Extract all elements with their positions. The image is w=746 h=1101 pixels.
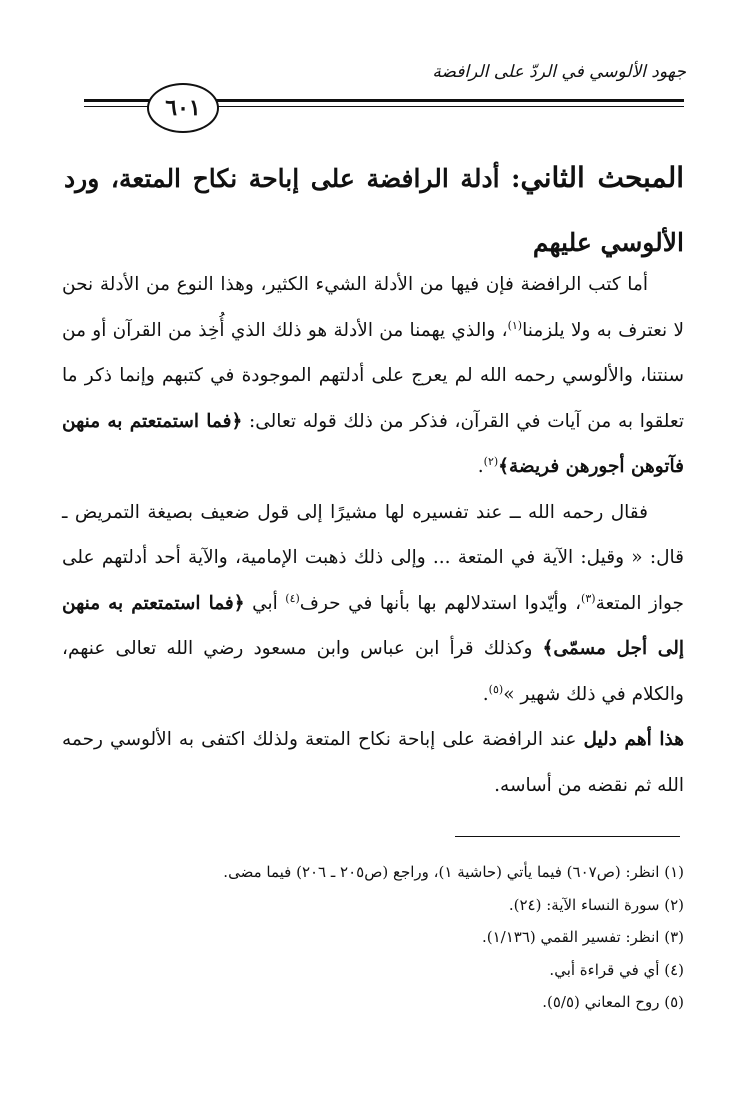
paragraph-2-text-a: فقال رحمه الله ــ عند تفسيره لها مشيرًا إلى قول ضعيف بصيغة التمريض ـ قال: « وقيل: الآية في المتعة ... وإلى ذلك ذهبت الإمامية، والآية أحد أدلتهم على جواز المتعة <box>62 501 684 614</box>
quran-quote-2: ﴿فما استمتعتم به منهن إلى أجل مسمّى﴾ <box>62 592 684 659</box>
paragraph-2 <box>62 490 684 718</box>
paragraph-2-text-c: أبي <box>244 592 286 614</box>
footnotes <box>62 856 684 1019</box>
page-number: ٦٠١ <box>147 83 219 133</box>
paragraph-1 <box>62 262 684 490</box>
body-text <box>62 262 684 808</box>
footnote-4: (٤) أي في قراءة أبي. <box>549 960 684 979</box>
footnote-1: (١) انظر: (ص٦٠٧) فيما يأتي (حاشية ١)، وراجع (ص٢٠٥ ـ ٢٠٦) فيما مضى. <box>223 863 684 881</box>
footnote-ref-3: (٣) <box>581 591 596 605</box>
paragraph-3 <box>62 717 684 808</box>
footnote-ref-1: (١) <box>507 318 523 332</box>
section-heading <box>64 146 684 275</box>
section-label: المبحث الثاني <box>520 161 685 194</box>
paragraph-1-text-b: ، والذي يهمنا من الأدلة هو ذلك الذي أُخِذ من القرآن أو من سنتنا، والألوسي رحمه الله لم يعرج على أدلتهم الموجودة في كتبهم وإنما ذكر ما تعلقوا به من آيات في القرآن، فذكر من ذلك قوله تعالى: <box>62 319 684 432</box>
paragraph-2-text-e: . <box>482 683 489 705</box>
running-head: جهود الألوسي في الردّ على الرافضة <box>432 62 686 82</box>
footnote-2: (٢) سورة النساء الآية: (٢٤). <box>508 895 684 914</box>
footnote-separator <box>455 836 680 837</box>
paragraph-2-text-d: وكذلك قرأ ابن عباس وابن مسعود رضي الله تعالى عنهم، والكلام في ذلك شهير » <box>62 638 684 705</box>
paragraph-1-text-c: . <box>477 456 484 477</box>
paragraph-2-text-b: ، وأيّدوا استدلالهم بها بأنها في حرف <box>299 592 582 614</box>
footnote-ref-5: (٥) <box>488 682 504 696</box>
quran-quote-1: ﴿فما استمتعتم به منهن فآتوهن أجورهن فريضة﴾ <box>62 410 684 477</box>
footnote-5: (٥) روح المعاني (٥/٥). <box>542 993 684 1011</box>
paragraph-3-text: عند الرافضة على إباحة نكاح المتعة ولذلك اكتفى به الألوسي رحمه الله ثم نقضه من أساسه. <box>62 729 684 796</box>
paragraph-3-lead: هذا أهم دليل <box>583 729 685 750</box>
footnote-ref-2: (٢) <box>483 454 499 468</box>
section-title: : أدلة الرافضة على إباحة نكاح المتعة، ورد الألوسي عليهم <box>64 164 684 257</box>
footnote-ref-4: (٤) <box>285 591 300 605</box>
footnote-3: (٣) انظر: تفسير القمي (١/١٣٦). <box>481 928 684 946</box>
paragraph-1-text-a: أما كتب الرافضة فإن فيها من الأدلة الشيء الكثير، وهذا النوع من الأدلة نحن لا نعترف به ولا يلزمنا <box>62 274 685 341</box>
